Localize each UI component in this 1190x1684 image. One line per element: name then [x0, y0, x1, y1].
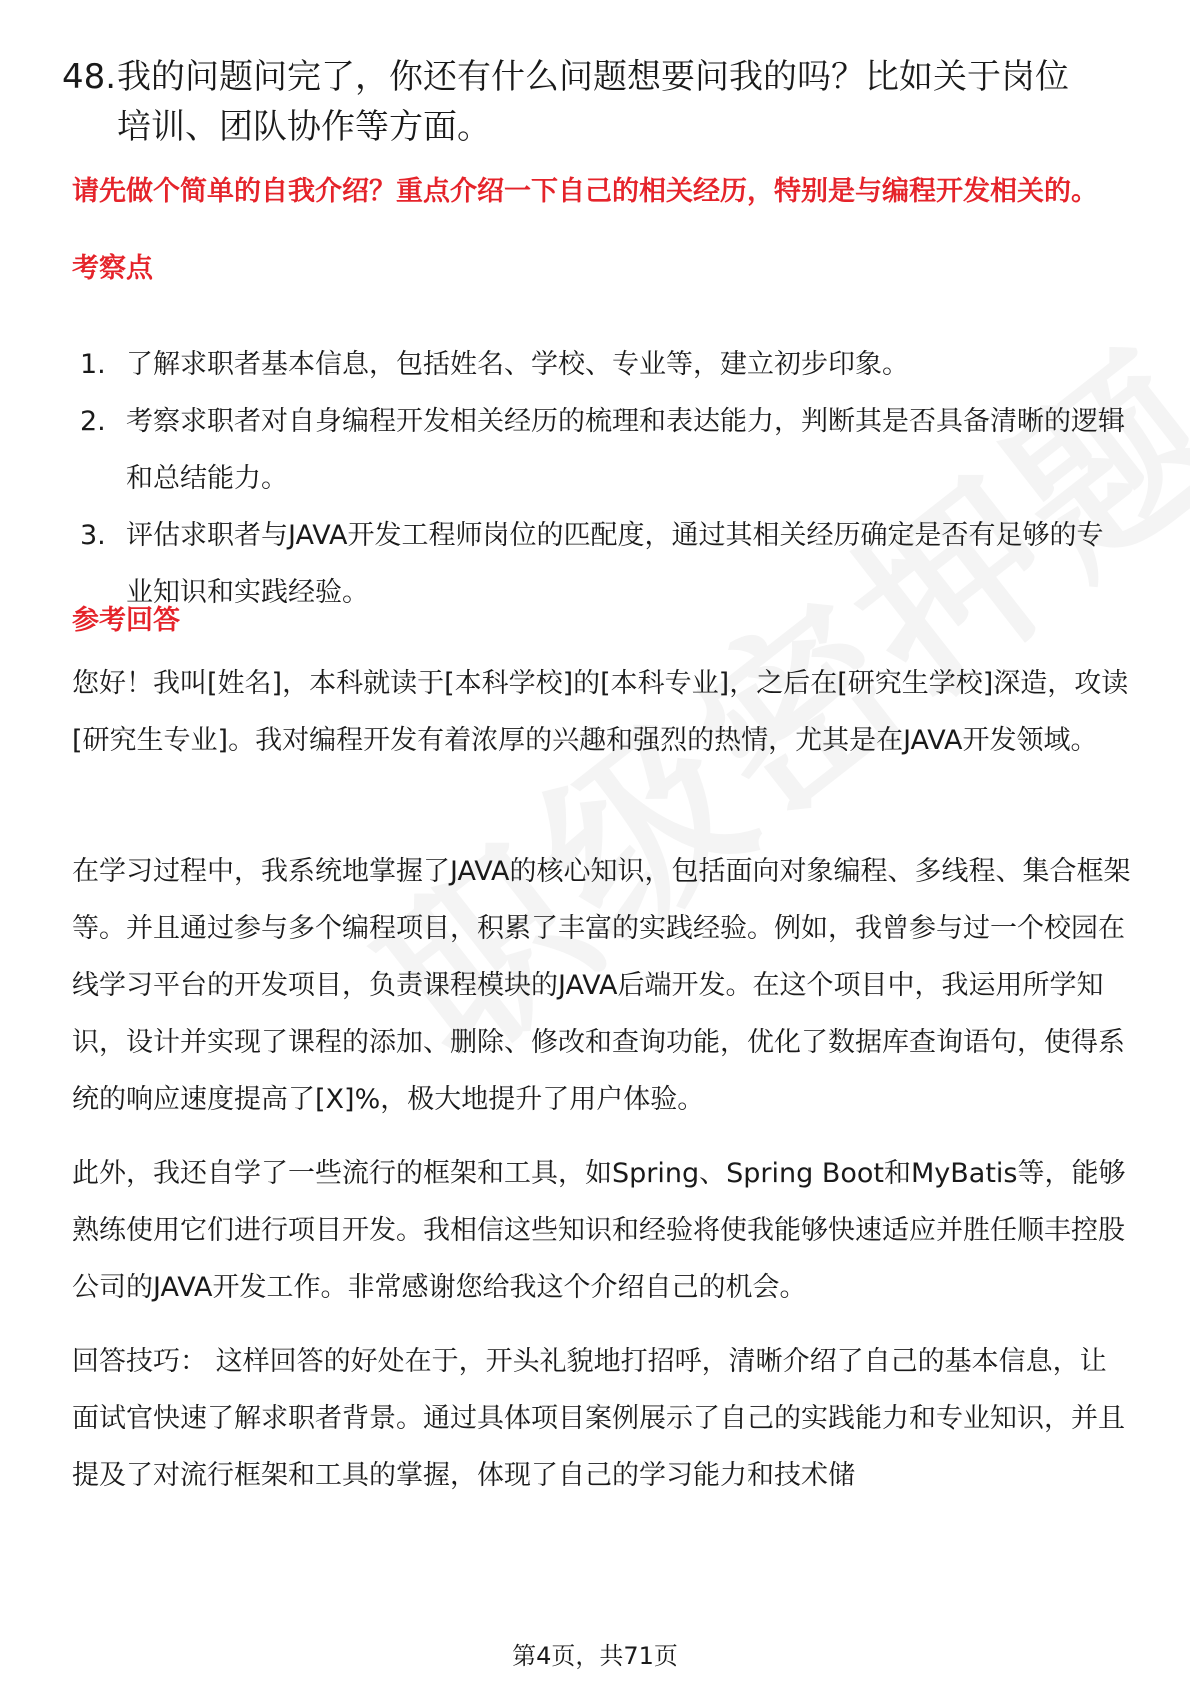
interview-question: 请先做个简单的自我介绍？重点介绍一下自己的相关经历，特别是与编程开发相关的。: [72, 176, 1098, 207]
answer-section-label: 参考回答: [72, 605, 180, 636]
list-item: 3. 评估求职者与JAVA开发工程师岗位的匹配度，通过其相关经历确定是否有足够的专业知识和实践经验。: [80, 520, 1104, 608]
heading-number: 48.: [62, 57, 117, 97]
answer-paragraph: 在学习过程中，我系统地掌握了JAVA的核心知识，包括面向对象编程、多线程、集合框架等。并且通过参与多个编程项目，积累了丰富的实践经验。例如，我曾参与过一个校园在线学习平台的开发项目，负责课程模块的JAVA后端开发。在这个项目中，我运用所学知识，设计并实现了课程的添加、删除、修改和查询功能，优化了数据库查询语句，使得系统的响应速度提高了[X]%，极大地提升了用户体验。: [72, 856, 1131, 1115]
page-number-footer: 第4页，共71页: [512, 1642, 678, 1670]
focus-points-list: [80, 336, 1130, 621]
focus-section-label: 考察点: [72, 253, 153, 284]
question-heading: [62, 52, 1122, 152]
answer-paragraph: 您好！我叫[姓名]，本科就读于[本科学校]的[本科专业]，之后在[研究生学校]深造，攻读[研究生专业]。我对编程开发有着浓厚的兴趣和强烈的热情，尤其是在JAVA开发领域。: [72, 668, 1129, 756]
list-item: 1. 了解求职者基本信息，包括姓名、学校、专业等，建立初步印象。: [80, 349, 909, 380]
heading-line1: 我的问题问完了，你还有什么问题想要问我的吗？比如关于岗位: [117, 57, 1069, 97]
answer-paragraph: 此外，我还自学了一些流行的框架和工具，如Spring、Spring Boot和MyBatis等，能够熟练使用它们进行项目开发。我相信这些知识和经验将使我能够快速适应并胜任顺丰控股公司的JAVA开发工作。非常感谢您给我这个介绍自己的机会。: [72, 1158, 1126, 1303]
answer-tips-paragraph: 回答技巧： 这样回答的好处在于，开头礼貌地打招呼，清晰介绍了自己的基本信息，让面试官快速了解求职者背景。通过具体项目案例展示了自己的实践能力和专业知识，并且提及了对流行框架和工具的掌握，体现了自己的学习能力和技术储: [72, 1346, 1125, 1491]
heading-line2: 培训、团队协作等方面。: [117, 107, 491, 147]
list-item: 2. 考察求职者对自身编程开发相关经历的梳理和表达能力，判断其是否具备清晰的逻辑和总结能力。: [80, 406, 1125, 494]
